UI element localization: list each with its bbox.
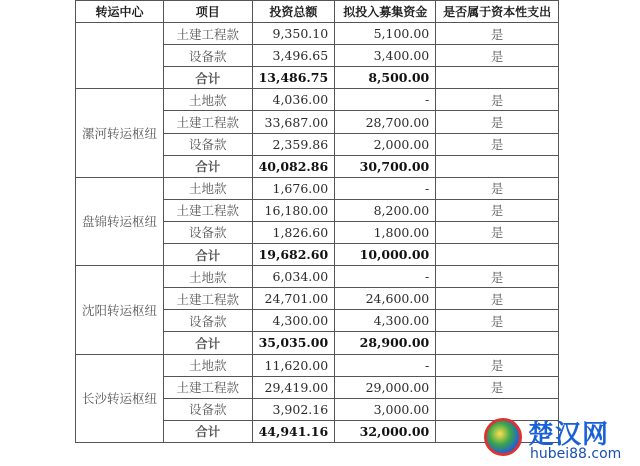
item-cell: 土地款 (164, 177, 253, 199)
capex-cell: 是 (436, 221, 559, 243)
total-investment-cell: 3,496.65 (252, 45, 335, 67)
raised-funds-cell: 2,000.00 (335, 133, 436, 155)
capex-cell: 是 (436, 23, 559, 45)
capex-cell: 是 (436, 45, 559, 67)
total-investment-cell: 16,180.00 (252, 199, 335, 221)
capex-cell: 是 (436, 288, 559, 310)
item-cell: 土地款 (164, 354, 253, 376)
raised-funds-cell: - (335, 354, 436, 376)
hub-name-cell (76, 23, 164, 89)
item-cell: 合计 (164, 155, 253, 177)
item-cell: 设备款 (164, 398, 253, 420)
raised-funds-cell: 8,500.00 (335, 67, 436, 89)
table-row (76, 177, 559, 199)
watermark-url: hubei88.com (530, 446, 622, 462)
hub-name-cell: 盘锦转运枢纽 (76, 177, 164, 265)
raised-funds-cell: 24,600.00 (335, 288, 436, 310)
capex-cell (436, 67, 559, 89)
capex-cell (436, 332, 559, 354)
capex-cell: 是 (436, 310, 559, 332)
total-investment-cell: 29,419.00 (252, 376, 335, 398)
globe-icon (484, 418, 522, 456)
item-cell: 土建工程款 (164, 23, 253, 45)
total-investment-cell: 3,902.16 (252, 398, 335, 420)
header-capex: 是否属于资本性支出 (436, 1, 559, 23)
total-investment-cell: 44,941.16 (252, 420, 335, 442)
capex-cell: 是 (436, 177, 559, 199)
item-cell: 设备款 (164, 45, 253, 67)
total-investment-cell: 1,826.60 (252, 221, 335, 243)
raised-funds-cell: 8,200.00 (335, 199, 436, 221)
item-cell: 合计 (164, 332, 253, 354)
total-investment-cell: 1,676.00 (252, 177, 335, 199)
raised-funds-cell: 5,100.00 (335, 23, 436, 45)
total-investment-cell: 35,035.00 (252, 332, 335, 354)
item-cell: 设备款 (164, 133, 253, 155)
header-row (76, 1, 559, 23)
raised-funds-cell: 30,700.00 (335, 155, 436, 177)
total-investment-cell: 33,687.00 (252, 111, 335, 133)
capex-cell: 是 (436, 133, 559, 155)
total-investment-cell: 9,350.10 (252, 23, 335, 45)
capex-cell: 是 (436, 111, 559, 133)
header-total-investment: 投资总额 (252, 1, 335, 23)
item-cell: 土建工程款 (164, 111, 253, 133)
table-row (76, 23, 559, 45)
item-cell: 土地款 (164, 266, 253, 288)
total-investment-cell: 2,359.86 (252, 133, 335, 155)
raised-funds-cell: 28,900.00 (335, 332, 436, 354)
table-row (76, 266, 559, 288)
raised-funds-cell: - (335, 177, 436, 199)
item-cell: 土建工程款 (164, 376, 253, 398)
capex-cell: 是 (436, 89, 559, 111)
raised-funds-cell: 28,700.00 (335, 111, 436, 133)
total-investment-cell: 24,701.00 (252, 288, 335, 310)
total-investment-cell: 4,036.00 (252, 89, 335, 111)
raised-funds-cell: 1,800.00 (335, 221, 436, 243)
capex-cell: 是 (436, 266, 559, 288)
capex-cell (436, 244, 559, 266)
hub-name-cell: 长沙转运枢纽 (76, 354, 164, 442)
header-item: 项目 (164, 1, 253, 23)
total-investment-cell: 13,486.75 (252, 67, 335, 89)
capex-cell: 是 (436, 354, 559, 376)
raised-funds-cell: 3,000.00 (335, 398, 436, 420)
item-cell: 合计 (164, 244, 253, 266)
watermark-logo (480, 412, 640, 466)
watermark-title: 楚汉网 (528, 420, 610, 450)
item-cell: 合计 (164, 67, 253, 89)
item-cell: 土建工程款 (164, 199, 253, 221)
item-cell: 土建工程款 (164, 288, 253, 310)
raised-funds-cell: 10,000.00 (335, 244, 436, 266)
raised-funds-cell: 32,000.00 (335, 420, 436, 442)
table-row (76, 354, 559, 376)
total-investment-cell: 4,300.00 (252, 310, 335, 332)
capex-cell: 是 (436, 199, 559, 221)
raised-funds-cell: - (335, 266, 436, 288)
capex-cell: 是 (436, 376, 559, 398)
table-row (76, 89, 559, 111)
raised-funds-cell: 3,400.00 (335, 45, 436, 67)
investment-table (75, 0, 559, 443)
hub-name-cell: 沈阳转运枢纽 (76, 266, 164, 354)
header-raised-funds: 拟投入募集资金 (335, 1, 436, 23)
item-cell: 设备款 (164, 310, 253, 332)
raised-funds-cell: 29,000.00 (335, 376, 436, 398)
hub-name-cell: 漯河转运枢纽 (76, 89, 164, 177)
total-investment-cell: 11,620.00 (252, 354, 335, 376)
header-hub: 转运中心 (76, 1, 164, 23)
raised-funds-cell: - (335, 89, 436, 111)
item-cell: 设备款 (164, 221, 253, 243)
total-investment-cell: 40,082.86 (252, 155, 335, 177)
total-investment-cell: 6,034.00 (252, 266, 335, 288)
item-cell: 合计 (164, 420, 253, 442)
total-investment-cell: 19,682.60 (252, 244, 335, 266)
capex-cell (436, 155, 559, 177)
item-cell: 土地款 (164, 89, 253, 111)
raised-funds-cell: 4,300.00 (335, 310, 436, 332)
